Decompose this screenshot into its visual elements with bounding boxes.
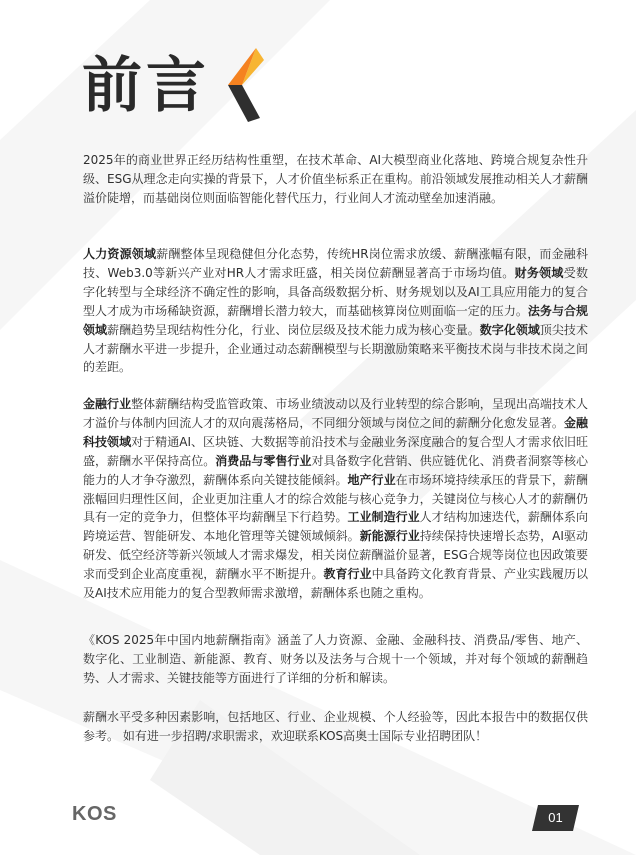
industry-sectors-paragraph: [83, 395, 588, 603]
text-run: 整体薪酬结构受监管政策、市场业绩波动以及行业转型的综合影响，呈现出高端技术人才溢价与体制内回流人才的双向震荡格局，不同细分领域与岗位之间的薪酬分化愈发显著。: [83, 397, 588, 430]
guide-scope-paragraph: [83, 631, 588, 688]
bold-heading-run: 消费品与零售行业: [215, 453, 312, 468]
bold-heading-run: 地产行业: [347, 472, 396, 487]
bold-heading-run: 教育行业: [323, 567, 372, 582]
intro-paragraph: [83, 151, 588, 208]
bold-heading-run: 金融行业: [83, 397, 132, 411]
bold-heading-run: 法务与合规领域: [83, 303, 588, 337]
bold-heading-run: 人力资源领域: [83, 247, 157, 261]
bold-heading-run: 数字化领域: [479, 322, 540, 337]
text-run: 对具备数字化营销、供应链优化、消费者洞察等核心能力的人才争夺激烈，薪酬体系向关键技能倾斜。: [83, 453, 588, 487]
disclaimer-paragraph: [83, 708, 588, 746]
text-run: 在市场环境持续承压的背景下，薪酬涨幅回归理性区间，企业更加注重人才的综合效能与核心竞争力，关键岗位与核心人才的薪酬仍具有一定的竞争力，但整体平均薪酬呈下行趋势。: [83, 472, 588, 525]
kos-chevron-mark-icon: [222, 48, 264, 122]
text-run: 人才结构加速迭代，薪酬体系向跨境运营、智能研发、本地化管理等关键领域倾斜。: [83, 510, 588, 544]
bold-heading-run: 新能源行业: [359, 529, 420, 544]
text-run: 对于精通AI、区块链、大数据等前沿技术与金融业务深度融合的复合型人才需求依旧旺盛，薪酬水平保持高位。: [83, 434, 588, 468]
page-number: 01: [548, 810, 563, 825]
text-run: 薪酬趋势呈现结构性分化，行业、岗位层级及技术能力成为核心变量。: [107, 322, 480, 337]
functional-fields-paragraph: [83, 245, 588, 377]
text-run: 中具备跨文化教育背景、产业实践履历以及AI技术应用能力的复合型教师需求激增，薪酬体系也随之重构。: [83, 567, 588, 601]
page-title: 前言: [82, 51, 210, 121]
text-run: 薪酬水平受多种因素影响，包括地区、行业、企业规模、个人经验等，因此本报告中的数据仅供参考。 如有进一步招聘/求职需求，欢迎联系KOS高奥士国际专业招聘团队！: [83, 710, 588, 743]
text-run: 薪酬整体呈现稳健但分化态势，传统HR岗位需求放缓、薪酬涨幅有限，而金融科技、Web3.0等新兴产业对HR人才需求旺盛，相关岗位薪酬显著高于市场均值。: [83, 247, 588, 280]
kos-footer-logo: KOS: [72, 803, 117, 825]
text-run: 2025年的商业世界正经历结构性重塑，在技术革命、AI大模型商业化落地、跨境合规复杂性升级、ESG从理念走向实操的背景下，人才价值坐标系正在重构。前沿领域发展推动相关人才薪酬溢价陡增，而基础岗位则面临智能化替代压力，行业间人才流动壁垒加速消融。: [83, 153, 588, 205]
bold-heading-run: 金融科技领域: [83, 415, 588, 449]
bold-heading-run: 财务领域: [514, 265, 564, 280]
text-run: 顶尖技术人才薪酬水平进一步提升，企业通过动态薪酬模型与长期激励策略来平衡技术岗与非技术岗之间的差距。: [83, 322, 588, 375]
text-run: 受数字化转型与全球经济不确定性的影响，具备高级数据分析、财务规划以及AI工具应用能力的复合型人才成为市场稀缺资源，薪酬增长潜力较大，而基础核算岗位则面临一定的压力。: [83, 265, 588, 318]
text-run: 持续保持快速增长态势，AI驱动研发、低空经济等新兴领域人才需求爆发，相关岗位薪酬溢价显著，ESG合规等岗位也因政策要求而受到企业高度重视，薪酬水平不断提升。: [83, 529, 588, 582]
text-run: 《KOS 2025年中国内地薪酬指南》涵盖了人力资源、金融、金融科技、消费品/零售、地产、数字化、工业制造、新能源、教育、财务以及法务与合规十一个领域，并对每个领域的薪酬趋势、人才需求、关键技能等方面进行了详细的分析和解读。: [83, 633, 588, 685]
bold-heading-run: 工业制造行业: [347, 510, 420, 525]
